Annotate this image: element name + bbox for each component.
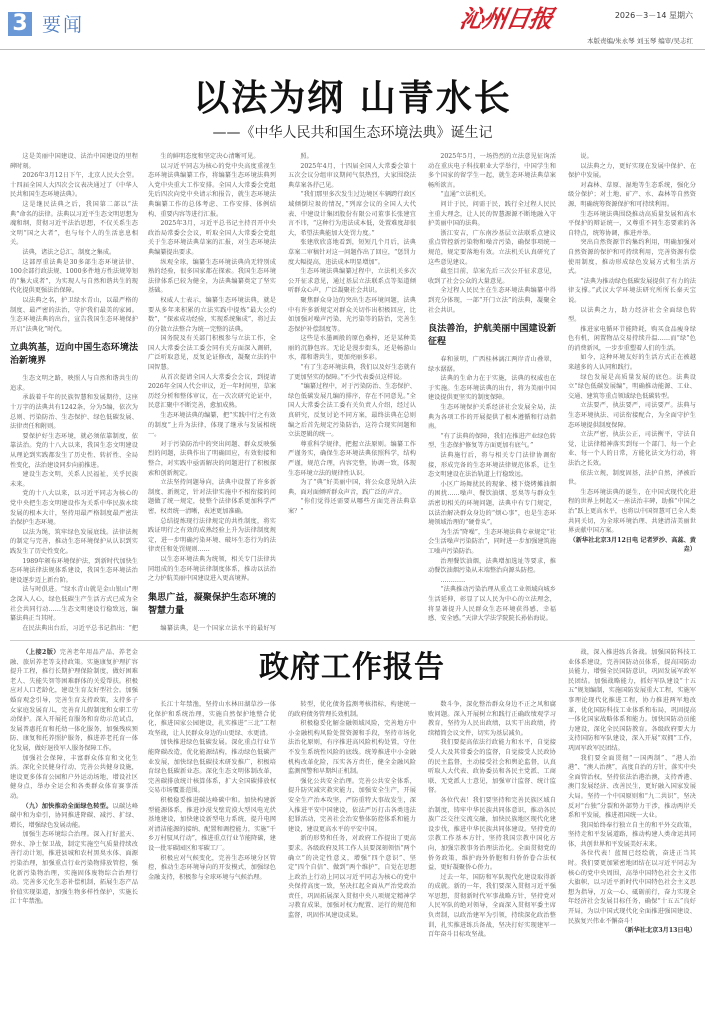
article-column (148, 152, 276, 632)
report-column (568, 648, 696, 1014)
paragraph: “有了生态环境法典，我们以及好生态就有了更加坚实的保障。”不少代表委员这样说。 (288, 364, 416, 381)
paragraph: 以生态环境法典为统领，相关专门法律共同组成的生态环境法律制度体系，推动以法治之力护航美丽中国建设进入更高境界。 (148, 555, 276, 583)
paragraph: （九）加快推动全面绿色转型。以碳达峰碳中和为牵引，协同推进降碳、减污、扩绿、增长，增强绿色发展动能。 (10, 802, 138, 829)
article-divider (10, 640, 695, 641)
paragraph: 国务院及有关部门积极参与立法工作，全国人大常委会法工委会同有关方面深入调研，广泛听取意见，反复论证修改，凝聚立法的中国智慧。 (148, 335, 276, 372)
paragraph: 以法典之名，护卫绿水青山，以最严格的制度、最严密的法治，守护我们最美的家园。生态环境法典的出台，宣告我国生态环境保护开启“法典化”时代。 (10, 296, 138, 333)
paragraph: 2025年4月，十四届全国人大常委会第十五次会议分组审议期间气氛热烈，大家围绕法典草案各抒己见。 (288, 162, 416, 189)
paragraph: 总结提炼现行法律规定的共性制度，将实践证明行之有效的成熟经验上升为法律制度规定，进一步明确污染环境、破坏生态行为的法律责任和处罚规则…… (148, 517, 276, 554)
paragraph: 纵观全球，编纂生态环境法典尚无特别成熟的经验，很多国家都在探索。我国生态环境法律体系已较为健全，为法典编纂奠定了坚实基础。 (148, 258, 276, 295)
paragraph: 我们要提高依法行政能力和水平，自觉接受人大及其常委会的监督，自觉接受人民政协的民主监督，主动接受社会和舆论监督，认真听取人大代表、政协委员和各民主党派、工商联、无党派人士意见，加强审计监督、统计监督。 (428, 739, 556, 795)
paragraph: 各位代表！我们要坚持和完善民族区域自治制度，铸牢中华民族共同体意识，推动各民族广泛交往交流交融，加快民族地区现代化建设步伐，推进中华民族共同体建设。坚持党的宗教工作基本方针，坚持我国宗教中国化方向，加强宗教事务治理法治化。全面贯彻党的侨务政策，维护海外侨胞和归侨侨眷合法权益，更好凝聚侨心侨力。 (428, 796, 556, 872)
continuation-lead: （上接2版） (22, 649, 60, 656)
paragraph: 以法为绳，筑牢绿色发展底线。法律法规的制定与完善，推动生态环境保护从认识到实践发生了历史性变化。 (10, 528, 138, 555)
paragraph: 积极稳妥推进碳达峰碳中和。加快构建新型能源体系，推进沙漠戈壁荒漠大型风电光伏基地建设，加快建设新型电力系统，提升电网对清洁能源的接纳、配置和调控能力，实施“千乡万村驭风行动”，推进重点行业节能降碳，建设一批零碳园区和零碳工厂。 (148, 796, 276, 852)
paragraph: “有了法典的保障，我们在推进产业绿色转型、生态保护修复等方面更加有底气。” (428, 432, 556, 450)
section-number: 3 (8, 12, 32, 36)
section-name: 要闻 (42, 14, 85, 36)
paragraph: “我们那里多次发生过边境区车辆跨行政区域倾倒垃圾的情况，”列席会议的全国人大代表、中建设计集团股份有限公司董事长张建宜言不讳，“这种行为违法成本低，处置难度却很大，希望法典能加大处罚力度。” (288, 191, 416, 237)
issue-date: 2026－3－14 星期六 (614, 11, 693, 20)
article-column (428, 152, 556, 632)
paragraph: 加强生态环境综合治理。深入打好蓝天、碧水、净土保卫战，制定实施空气质量持续改善行动计划，推进县城和农村黑臭水体、面源污染治理，加强重点行业污染物排放管控，强化新污染物治理，实施固体废物综合治理行动。完善多元化生态补偿机制，拓展生态产品价值实现渠道，加强生物多样性保护，实施长江十年禁渔。 (10, 831, 138, 906)
paragraph: 积极稳妥化解金融领域风险，完善地方中小金融机构风险处置资源和手段，坚持市场化法治化原则，有序推进高风险机构处置，守住不发生系统性风险的底线。统筹推进中小金融机构改革化险，压实各方责任，健全金融风险监测预警和早期纠正机制。 (288, 720, 416, 776)
paragraph: 尊重科学规律，把握立法原则。编纂工作严谨务实，确保生态环境法典依照科学，结构严谨，规范合理，内容完整，协调一致，体现生态环境立法的规律性认识。 (288, 440, 416, 477)
paragraph: 以法典之力，助力经济社会全面绿色转型。 (568, 306, 696, 324)
newspaper-logo: 沁州日报 (457, 4, 555, 33)
paragraph: 承载着千年的民族智慧和发展期待，这座十万字的法典共有1242条，分为5编，依次为总则、污染防治、生态保护、绿色低碳发展、法律责任和附则。 (10, 394, 138, 431)
section-heading: 集思广益，凝聚保护生态环境的智慧力量 (148, 592, 276, 616)
report-column (428, 700, 556, 1014)
paragraph: 如今，这种环境友好的生活方式正在被越来越多的人认同和践行。 (568, 354, 696, 372)
paragraph: 生态环境法典围绕推动高质量发展和高水平保护的辩证统一，又尊重不同生态要素的各自特点，统筹协调，推进并举。 (568, 210, 696, 237)
paragraph: 加强社会保障，丰富群众体育和文化生活。深化全民健身行动，完善公共健身设施，建设更多体育公园和户外运动场地，增设社区健身点，举办全运会和各类群众体育赛事活动。 (10, 754, 138, 800)
paragraph: 立法严密，执法公正，司法衡平，守法自觉，让法律精神落实到每一个部门、每一个企业、每一个人的日常，方能化法文为行动，将法治之长效。 (568, 431, 696, 467)
paragraph: 2026年3月12日下午，北京人民大会堂。十四届全国人大四次会议表决通过了《中华人民共和国生态环境法典》。 (10, 172, 138, 199)
paragraph: 为生活“降噪”，生态环境法典专章规定“社会生活噪声污染防治”，同时进一步加强建筑施工噪声污染防治。 (428, 528, 556, 555)
paragraph: 法与时俱进。“绿水青山就是金山银山”理念深入人心，绿色低碳生产生活方式已成为全社会共同行动……生态文明建设行稳致远，编纂法典正当其时。 (10, 586, 138, 623)
paragraph: 治理餐饮油烟，法典增加选址等要求，推动餐饮油烟污染从末端整治向源头防控。 (428, 557, 556, 575)
paragraph: 这是美丽中国建设、法治中国建设的里程碑时刻。 (10, 153, 138, 170)
paragraph: 生态文明之路，映照人与自然和谐共生的追求。 (10, 375, 138, 392)
paragraph: 照。 (300, 153, 313, 160)
paragraph: 张建欣欣喜地看到，短短几个月后，法典草案二审稿针对这一问题作出了回应，“惩罚力度大幅提高，违法成本明显增加”。 (288, 239, 416, 266)
paragraph: 权威人士表示，编纂生态环境法典，就是要从多年来积累的立法实践中提炼“最大公约数”，“探索成功经验，实现系统集成”，将过去的分散立法整合为统一完整的法典。 (148, 296, 276, 333)
paragraph: （上接2版）完善老年用品产品、养老金融、旅居养老等支持政策。实施康复护理扩容提升工程，推行长期护理保险制度，做好困难老人、失能失智等困难群体的关爱帮扶。积极应对人口老龄化，建设生育友好型社会。加强婚育观念引导，完善生育支持政策，支持多子女家庭发展育儿，完善育儿假制度和女职工劳动保护。深入开展托育服务和育幼示范试点，发展普惠托育和托幼一体化服务，加强残疾预防、康复和托养照护服务，推进养老托育一体化发展，做好退役军人服务保障工作。 (10, 649, 138, 752)
paragraph: 依法立规，制度固基，法护自然，泽被后世。 (568, 469, 696, 487)
paragraph: 以习近平同志为核心的党中央高度重视生态环境法典编纂工作，将编纂生态环境法典列入党中央重大工作安排。全国人大常委会党组先后四次向党中央请示和报告，就生态环境法典编纂工作的总体考虑、工作安排、体例结构、重要内容等进行汇报。 (148, 162, 276, 218)
paragraph: 积极应对气候变化，完善生态环境分区管控，推动生态环境导向的开发模式，加强绿色金融支持，积极参与全球环境与气候治理。 (148, 854, 276, 881)
paragraph: 小区广场舞扰民的现象、楼下烧烤摊油烟的困扰……噪声、餐饮油烟、恶臭等与群众生活密切相关的环境问题，法典中有专门规定，以法治解决群众身边的“烦心事”，也是生态环境领域治理的“硬骨头”。 (428, 480, 556, 527)
paragraph: 长江十年禁渔，坚持山水林田湖草沙一体化保护和系统治理，实施自然保护地整合优化，推进国家公园建设，扎实推进“三北”工程攻坚战，让人民群众身边的山更绿、水更清。 (148, 701, 276, 737)
report-column (10, 648, 138, 1014)
paragraph: 要保护好生态环境，就必须依靠制度，依靠法治。党的十八大以来，我国生态文明建设从理论到实践都发生了历史性、转折性、全局性变化，法治建设同步向前推进。 (10, 432, 138, 469)
paragraph: 党的十八大以来，以习近平同志为核心的党中央把生态文明建设作为关系中华民族永续发展的根本大计，坚持用最严格制度最严密法治保护生态环境。 (10, 490, 138, 527)
paragraph: 这是继民法典之后，我国第二部以“法典”命名的法律。法典以习近平生态文明思想为魂和纲，贯彻习近平法治思想，不仅关系生态文明“国之大者”，也与每个人的生活息息相关。 (10, 200, 138, 247)
paragraph: 立法要严，执法要严，司法要严。法典与生态环境执法、司法衔接配合，为全面守护生态环境提供制度保障。 (568, 402, 696, 429)
paragraph: 法典，诸法之总汇，制度之集成。 (22, 248, 116, 256)
paragraph: 2025年5月，一场热烈的立法意见征询活动在重庆电子科技职业大学举行，中国学生和多个国家的留学生一起，就生态环境法典草案畅所欲言。 (428, 153, 556, 189)
paragraph: 聚焦群众身边的突出生态环境问题，法典中有许多新规定对群众关切作出积极回应，比如加强对噪声污染、光污染等的防治，完善生态保护补偿制度等。 (288, 296, 416, 333)
paragraph: 对于污染防治中的突出问题、群众反映强烈的问题，法典作出了明确回应，有效衔接和整合，对实践中亟需解决的问题进行了积极探索和创新规定。 (148, 440, 276, 477)
paragraph: 加快推进绿色低碳发展。深化重点行业节能降碳改造，优化能源结构，推动绿色低碳产业发展，加快绿色低碳技术研发推广，积极培育绿色低碳新业态。深化生态文明体制改革，完善碳排放统计核算体系，扩大全国碳排放权交易市场覆盖范围。 (148, 739, 276, 795)
paragraph: 生态环境法典的编纂，把“实践中行之有效的制度”上升为法律，体现了继承与发展相统一。 (148, 412, 276, 439)
paragraph: “法典为推动绿色低碳发展提供了有力的法律支撑。”武汉大学环境法研究所所长秦天宝说。 (568, 277, 696, 304)
paragraph: 法典施行后，将与相关专门法律协调衔接，形成完备的生态环境法律规范体系，让生态文明建设在法治轨道上行稳致远。 (428, 452, 556, 479)
paragraph: 转型，优化债务监测考核指标，构建统一的政府债务管理长效机制。 (288, 701, 416, 718)
article-column (288, 152, 416, 632)
paragraph: 这些是水墨画般的原色桑梓，还是某种美丽的沉静包容。无论是漫步街头，还是畅游山水，都和谐共生，更加亮丽多彩。 (288, 335, 416, 362)
paragraph: 各位代表！蓝图已经绘就，奋进正当其时。我们要更加紧密地团结在以习近平同志为核心的党中央周围，高举中国特色社会主义伟大旗帜，以习近平新时代中国特色社会主义思想为指导，万众一心、砥砺前行，奋力实现全年经济社会发展目标任务，确保“十五五”良好开局，为以中国式现代化全面推进强国建设、民族复兴伟业不懈奋斗！ (568, 850, 696, 925)
continuation-lead: （九）加快推动全面绿色转型。 (22, 802, 113, 810)
paragraph: 为了“典”好美丽中国，将公众意见纳入法典，面对面倾听群众声音，践广泛的声音。 (288, 479, 416, 496)
editors-credit: 本版责编/朱永琴 刘玉琴 编审/吴志红 (586, 37, 693, 45)
page-header (0, 0, 705, 50)
paragraph: 立法坚持问题导向，法典中设置了许多新制度、新规定，针对法律实施中不相衔接的问题做了统一规定，使整个法律体系更加科学严密，权责统一清晰，表述更加准确。 (148, 479, 276, 515)
paragraph: 以法典之力，更好实现在发展中保护、在保护中发展。 (568, 162, 696, 180)
paragraph: “编纂过程中，对于污染防治、生态保护、绿色低碳发展几编的排序，存在不同意见。”全国人大常委会法工委有关负责人介绍，经过认真研究，反复讨论不同方案，最终法典在总则编之后首先规定污染防治，这符合现实问题和立法逻辑的统一。 (288, 383, 416, 439)
paragraph: 强化公共安全治理。完善公共安全体系，提升防灾减灾救灾能力，加强安全生产，开展安全生产治本攻坚，严防重特大事故发生，深入推进平安中国建设，依法严厉打击各类违法犯罪活动，完善社会治安整体防控体系和能力建设，建设更高水平的平安中国。 (288, 777, 416, 833)
paragraph: 生态环境法典的诞生，在中国式现代化进程的世界上树起又一座法治丰碑，助推“中国之治”跃上更高水平，也将以中国智慧可已全人类共同关切，为全球环境治理、共建清洁美丽世界贡献中国方案。 (568, 488, 696, 535)
paragraph: 过去一年，国防和军队现代化建设取得新的成就。新的一年，我们要深入贯彻习近平强军思想，贯彻新时代军事战略方针，坚持党对人民军队的绝对领导，全面深入贯彻军委主席负责制，以政治建军为引领，持续深化政治整训，扎实推进练兵备战，坚决打好实现建军一百年奋斗目标攻坚战。 (428, 873, 556, 939)
paragraph: 新的形势和任务，对政府工作提出了更高要求。各级政府及其工作人员要深刻领悟“两个确立”的决定性意义，增强“四个意识”、坚定“四个自信”、做到“两个维护”，自觉在思想上政治上行动上同以习近平同志为核心的党中央保持高度一致，坚决扛起全面从严治党政治责任，巩固拓展深入贯彻中央八项规定精神学习教育成果，加强对权力配置、运行的规范和监督，巩固作风建设成果。 (288, 835, 416, 920)
paragraph: 从首次提请全国人大常委会会议，到提请2026年全国人代会审议，近一年时间里，草案历经分析和整体审议，在一次次研究论证中，民意汇聚中不断完善，愈加成熟。 (148, 373, 276, 410)
article-subheadline: ——《中华人民共和国生态环境法典》诞生记 (212, 125, 493, 141)
paragraph: 推进家电循环节能降耗，购买食品瘦身绿色有机，闲置物品交易持续升温……而“绿”色的消费新风，一步步重塑着人们的生活。 (568, 325, 696, 352)
paragraph: 生的鲜明态度和坚定决心清晰可见。 (160, 153, 260, 160)
paragraph: 对森林、草原、湿地等生态系统，强化分级分保护；对土地、矿产、水、森林等自然资源，明确统筹资源保护和可持续利用。 (568, 181, 696, 208)
article-headline: 以法为纲 山青水长 (193, 77, 512, 119)
section-heading: 良法善治，护航美丽中国建设新征程 (428, 324, 556, 348)
paragraph: ………… (440, 576, 466, 584)
paragraph: “直通”立法机关。 (440, 191, 491, 199)
paragraph: 我们要全面贯彻“一国两制”、“港人治港”、“澳人治澳”，高度自治的方针，落实中央全面管治权，坚持依法治港治澳，支持香港、澳门发展经济、改善民生，更好融入国家发展大局。坚持一个中国原则和“九二共识”，坚决反对“台独”分裂和外部势力干涉，推动两岸关系和平发展，推进祖国统一大业。 (568, 754, 696, 820)
paragraph: 绿色发展是高质量发展的底色。法典设立“绿色低碳发展编”，明确推动能源、工业、交通、建筑等重点领域绿色低碳转型。 (568, 373, 696, 400)
paragraph: 春和景明，广西桂林漓江两岸青山叠翠，绿水潺潺。 (428, 356, 556, 373)
paragraph: 说。 (580, 153, 593, 160)
paragraph: 编纂法典，是一个国家立法水平的最好写 (160, 624, 276, 632)
paragraph: 这部厚重法典是30多部生态环境法律、100余部行政法规、1000多件地方性法规筹划的“集大成者”，为实现人与自然和谐共生的现代化提供更强法治保障。 (10, 258, 138, 295)
paragraph: 浙江安吉，广东南沙基层立法联系点建议重点管控新污染物和噪音污染，确保事项统一规范，规定要落地有效。立法机关认真研究了这些意见建议。 (428, 229, 556, 266)
paragraph: 2025年3月，习近平总书记主持召开中央政治局常委会会议，听取全国人大常委会党组关于生态环境法典草案的汇报，对生态环境法典编纂提出要求。 (148, 220, 276, 256)
paragraph: 建设生态文明，关系人民福祉，关乎民族未来。 (10, 471, 138, 488)
paragraph: 截至目前，草案先后三次公开征求意见，收到了社会公众的大量意见。 (428, 268, 556, 285)
article-column (568, 152, 696, 632)
paragraph: 1989年颁布环境保护法，到新时代加快生态环境法律法规体系建设，我国生态环境法治建设逐步迈上新台阶。 (10, 557, 138, 584)
paragraph: 问计于民，问需于民，践行全过程人民民主重大理念，让人民的智慧源源不断地融入守护美丽中国的法典。 (428, 200, 556, 228)
paragraph: 全过程人民民主在生态环境法典编纂中得到充分体现，一部“开门立法”的法典，凝聚全社会共识。 (428, 287, 556, 314)
report-headline: 政府工作报告 (259, 650, 445, 685)
paragraph: 在民法典出台后，习近平总书记指出：“把 (22, 624, 138, 632)
paragraph: 战，深入推进练兵备战。加强国防科技工业体系建设，完善国防动员体系，提高国防动员能力，增强全民国防意识，巩固发展军政军民团结。加强战略能力，抓好军队建设“十五五”规划编制，实施国防发展重大工程，实施军事理论现代化推进工程，协力推进两军地改革，优化国防科技工业体系和布局，巩固提高一体化国家战略体系和能力。加快国防动员能力建设，深化全民国防教育。各级政府要大力支持国防和军队建设，深入开展“双拥”工作，巩固军政军民团结。 (568, 649, 696, 752)
paragraph: 法典的生命力在于实施，法典的权威也在于实施。生态环境法典的出台，将为美丽中国建设提供更坚实的制度保障。 (428, 375, 556, 402)
paragraph: 突出自然资源节约集约利用，明确加强对自然资源的保护和可持续利用，完善资源有偿使用制度，推动形成绿色发展方式和生活方式。 (568, 239, 696, 276)
paragraph: 数斗争，深化整治群众身边不正之风和腐败问题。深入开展树立和践行正确政绩观学习教育，坚持为人民出政绩，以实干出政绩，持续精简会议文件，切实为基层减负。 (428, 701, 556, 737)
article-column (10, 152, 138, 632)
paragraph: 我国始终奉行独立自主的和平外交政策，坚持走和平发展道路，推动构建人类命运共同体，共创世界和平发展美好未来。 (568, 821, 696, 848)
section-heading: 立典筑基，迈向中国生态环境法治新境界 (10, 343, 138, 367)
dateline: （新华社北京3月12日电 记者罗沙、高蕊、黄垚） (569, 536, 696, 554)
paragraph: 生态环境保护关系经济社会发展全局，法典为各项工作的开展提供了根本遵循和行动指南。 (428, 404, 556, 431)
dateline: （新华社北京3月13日电） (621, 927, 696, 935)
paragraph: “法典推动污染治理从重点工业领域向城乡生活延伸，彰显了以人民为中心的立法理念，将显著提升人民群众生态环境获得感、幸福感、安全感。”天津大学法学院院长孙佑海说。 (428, 586, 556, 623)
paragraph: 生态环境法典编纂过程中，立法机关多次公开征求意见，通过基层立法联系点等渠道倾听群众心声，广泛凝聚社会共识。 (288, 268, 416, 295)
paragraph: “你们觉得还需要从哪些方面完善法典草案？” (288, 498, 416, 515)
report-column (288, 700, 416, 1014)
report-column (148, 700, 276, 1014)
